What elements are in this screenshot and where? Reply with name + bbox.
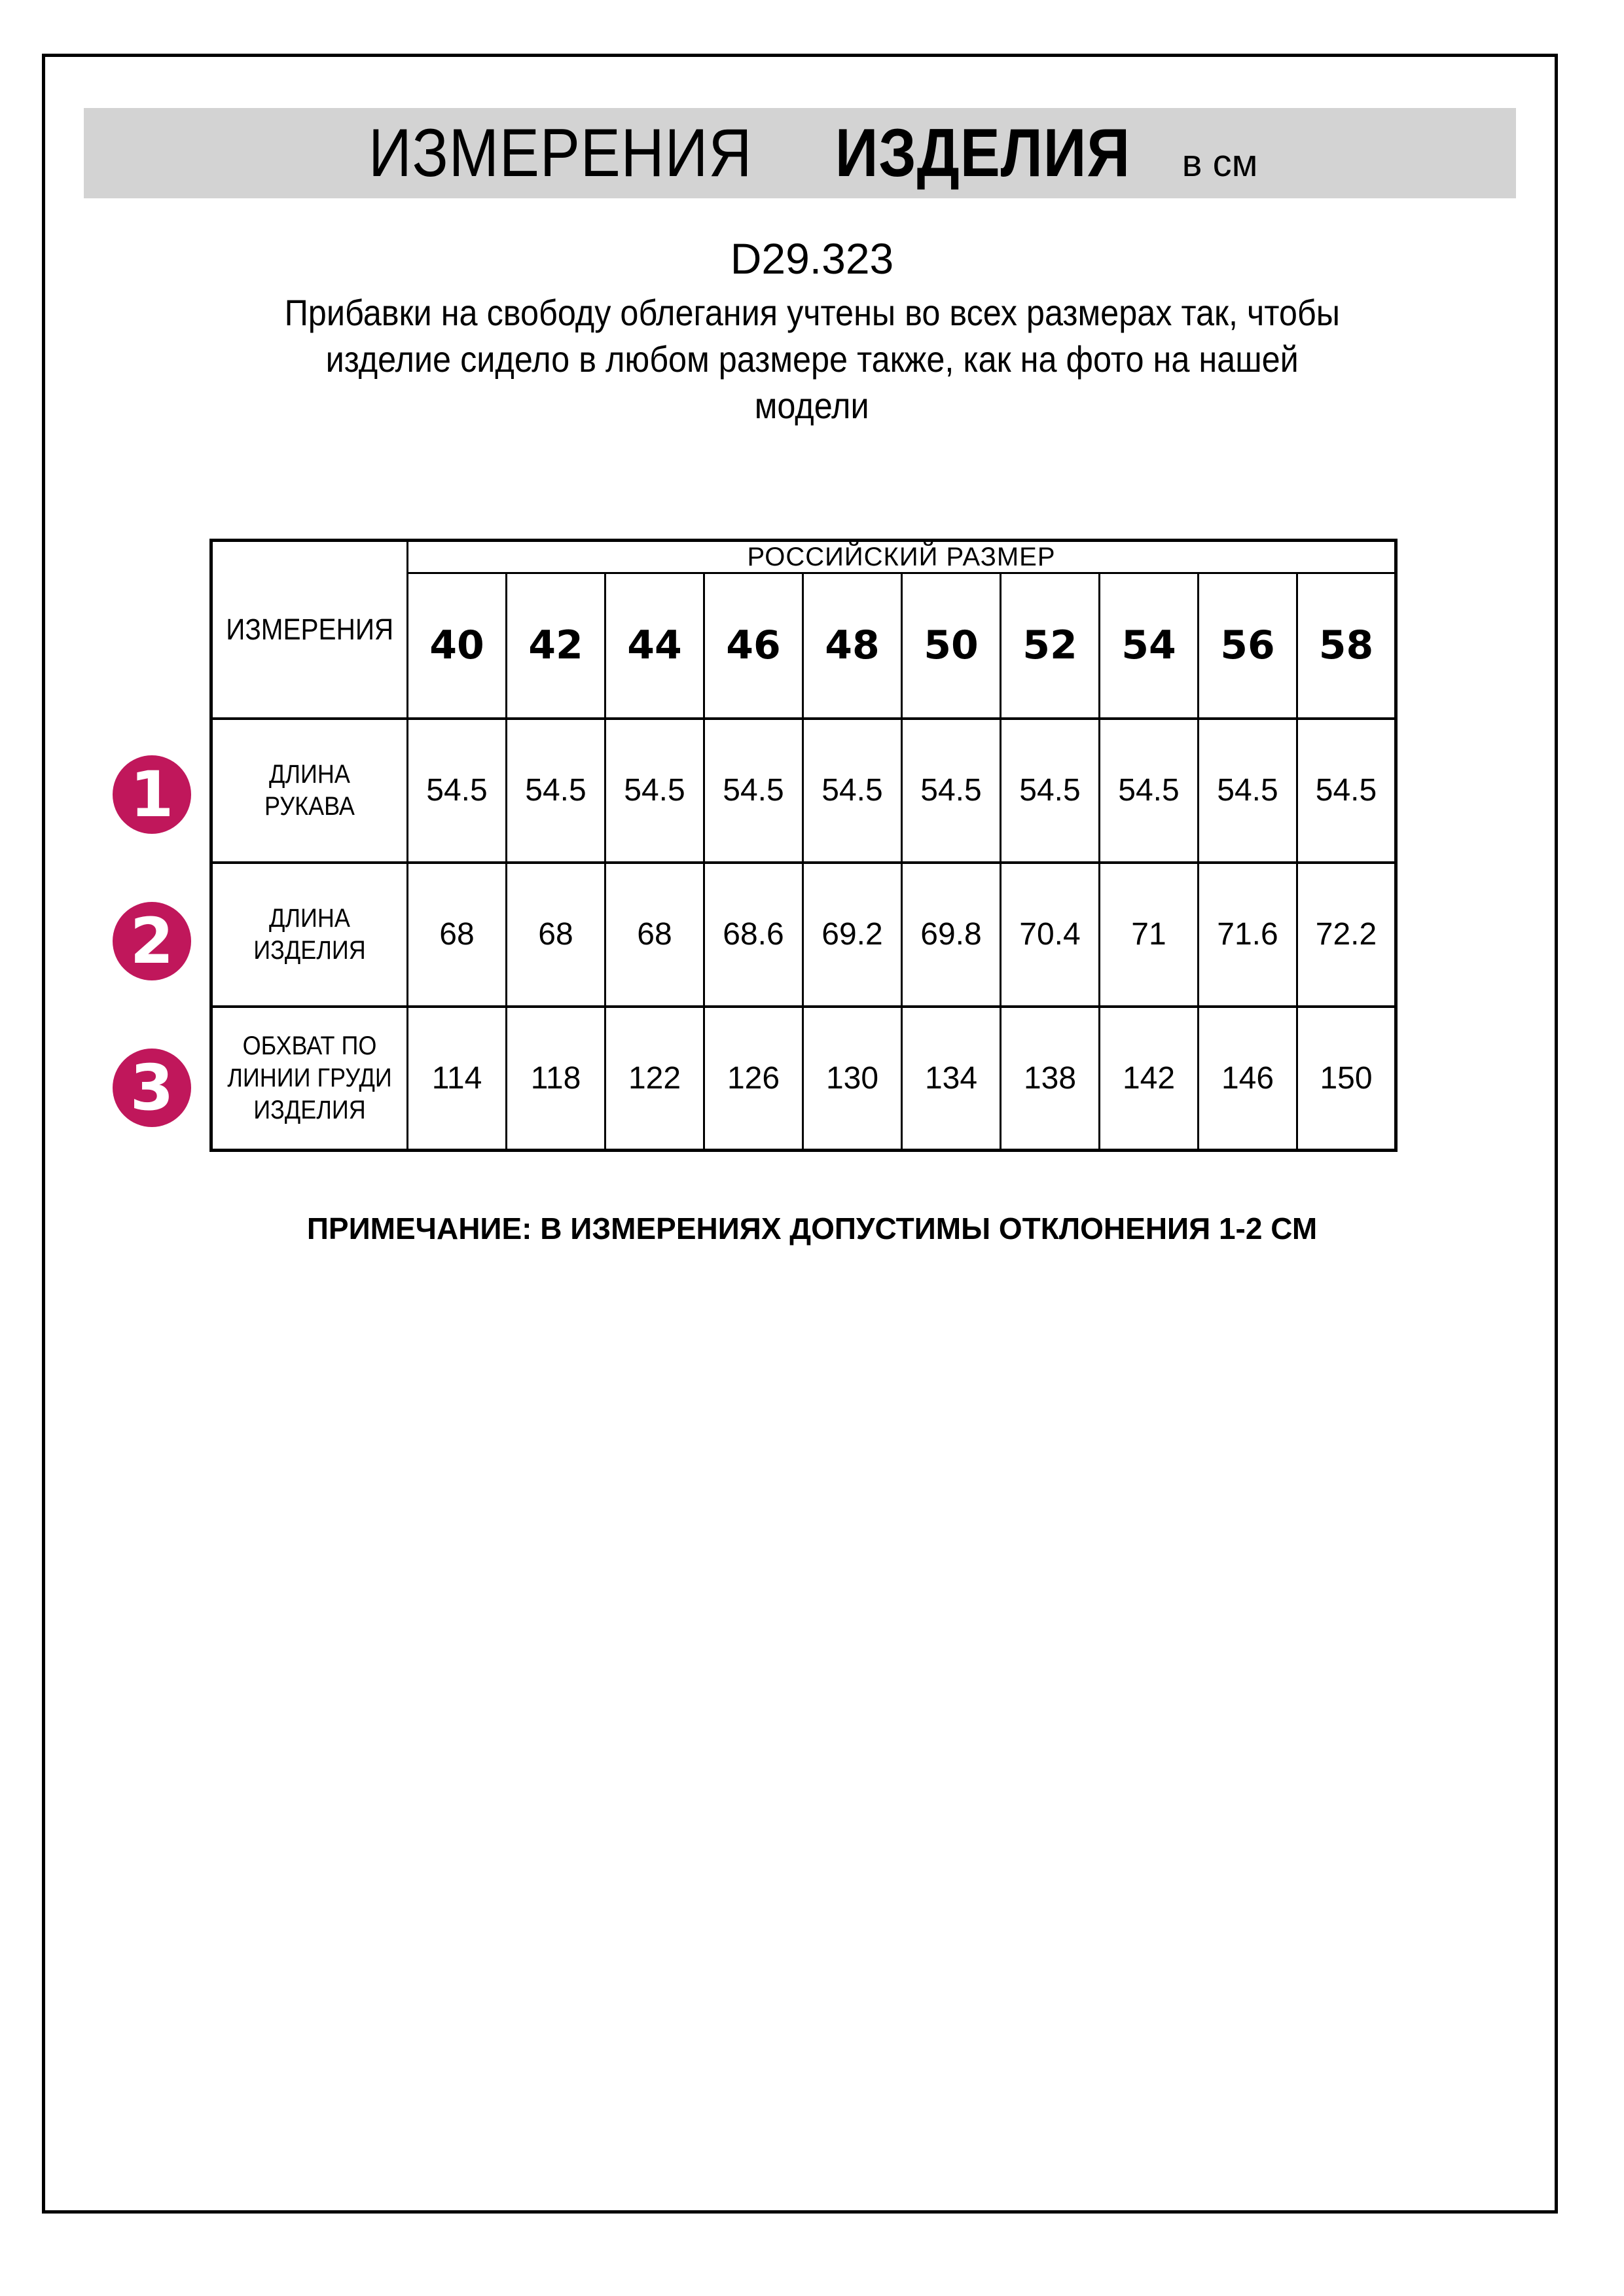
- row-number-badge-2: 2: [113, 902, 191, 980]
- table-cell: 54.5: [408, 719, 507, 863]
- table-cell: 54.5: [1297, 719, 1396, 863]
- intro-line: Прибавки на свободу облегания учтены во всех размерах так, чтобы: [284, 292, 1340, 333]
- size-group-header: РОССИЙСКИЙ РАЗМЕР: [408, 541, 1396, 573]
- model-code: D29.323: [730, 234, 894, 283]
- table-cell: 68: [507, 863, 605, 1007]
- page-title-product: ИЗДЕЛИЯ: [835, 115, 1130, 191]
- table-cell: 146: [1199, 1007, 1297, 1151]
- table-row-garment-length: [211, 863, 1396, 1007]
- table-cell: 54.5: [1100, 719, 1199, 863]
- size-column-header: 50: [902, 573, 1001, 719]
- table-cell: 130: [803, 1007, 902, 1151]
- table-cell: 142: [1100, 1007, 1199, 1151]
- table-cell: 72.2: [1297, 863, 1396, 1007]
- table-cell: 68: [408, 863, 507, 1007]
- size-column-header: 44: [605, 573, 704, 719]
- table-cell: 71: [1100, 863, 1199, 1007]
- table-corner-header: ИЗМЕРЕНИЯ: [211, 541, 408, 719]
- intro-line: изделие сидело в любом размере также, как на фото на нашей: [325, 338, 1299, 380]
- size-column-header: 56: [1199, 573, 1297, 719]
- title-bar: [84, 108, 1516, 198]
- table-cell: 71.6: [1199, 863, 1297, 1007]
- row-number-badge-3: 3: [113, 1049, 191, 1127]
- table-cell: 69.2: [803, 863, 902, 1007]
- table-row-sleeve-length: [211, 719, 1396, 863]
- table-cell: 122: [605, 1007, 704, 1151]
- table-cell: 54.5: [803, 719, 902, 863]
- table-cell: 54.5: [605, 719, 704, 863]
- table-cell: 54.5: [902, 719, 1001, 863]
- row-label: ДЛИНА РУКАВА: [211, 719, 408, 863]
- intro-line: модели: [755, 385, 869, 426]
- table-cell: 150: [1297, 1007, 1396, 1151]
- table-cell: 69.8: [902, 863, 1001, 1007]
- table-cell: 114: [408, 1007, 507, 1151]
- table-cell: 138: [1001, 1007, 1100, 1151]
- row-number-badge-1: 1: [113, 755, 191, 834]
- row-label: ДЛИНА ИЗДЕЛИЯ: [211, 863, 408, 1007]
- table-cell: 54.5: [704, 719, 803, 863]
- tolerance-note: ПРИМЕЧАНИЕ: В ИЗМЕРЕНИЯХ ДОПУСТИМЫ ОТКЛОНЕНИЯ 1-2 СМ: [306, 1211, 1318, 1246]
- table-cell: 68.6: [704, 863, 803, 1007]
- table-row-chest-girth: [211, 1007, 1396, 1151]
- table-cell: 118: [507, 1007, 605, 1151]
- page-title-units: в см: [1182, 142, 1258, 185]
- size-table: [209, 539, 1398, 1152]
- table-cell: 54.5: [507, 719, 605, 863]
- table-cell: 126: [704, 1007, 803, 1151]
- table-cell: 68: [605, 863, 704, 1007]
- table-cell: 54.5: [1001, 719, 1100, 863]
- table-cell: 134: [902, 1007, 1001, 1151]
- page-title-measurements: ИЗМЕРЕНИЯ: [368, 115, 752, 191]
- size-column-header: 58: [1297, 573, 1396, 719]
- size-column-header: 42: [507, 573, 605, 719]
- size-column-header: 54: [1100, 573, 1199, 719]
- table-cell: 70.4: [1001, 863, 1100, 1007]
- row-label: ОБХВАТ ПО ЛИНИИ ГРУДИ ИЗДЕЛИЯ: [211, 1007, 408, 1151]
- intro-paragraph: [0, 289, 1624, 429]
- size-column-header: 46: [704, 573, 803, 719]
- table-cell: 54.5: [1199, 719, 1297, 863]
- size-column-header: 52: [1001, 573, 1100, 719]
- size-column-header: 40: [408, 573, 507, 719]
- size-column-header: 48: [803, 573, 902, 719]
